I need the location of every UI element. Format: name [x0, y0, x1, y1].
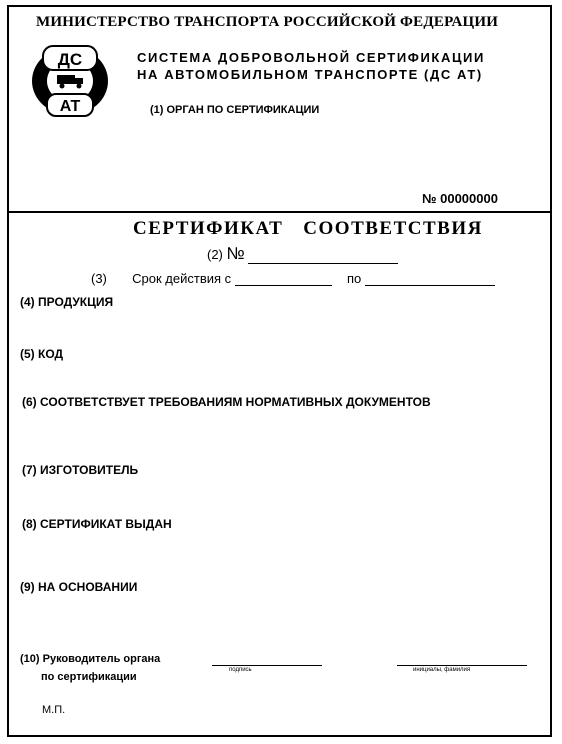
certificate-number-row: [207, 244, 398, 264]
field-issued-to: (8) СЕРТИФИКАТ ВЫДАН: [22, 517, 172, 531]
signature-caption: подпись: [229, 667, 252, 673]
signature-line[interactable]: [212, 665, 322, 666]
certificate-number-line[interactable]: [248, 249, 398, 264]
certificate-number-label: (2): [207, 247, 223, 262]
header-divider: [7, 211, 552, 213]
certification-body-label: (1) ОРГАН ПО СЕРТИФИКАЦИИ: [150, 104, 320, 116]
certificate-title-word2: СООТВЕТСТВИЯ: [303, 218, 483, 239]
number-sign: №: [226, 244, 245, 263]
system-title-line2: НА АВТОМОБИЛЬНОМ ТРАНСПОРТЕ (ДС АТ): [137, 67, 483, 82]
logo-at-text: АТ: [59, 98, 81, 115]
ministry-title: МИНИСТЕРСТВО ТРАНСПОРТА РОССИЙСКОЙ ФЕДЕРАЦИИ: [36, 14, 499, 30]
certificate-title-word1: СЕРТИФИКАТ: [133, 218, 284, 239]
name-line[interactable]: [397, 665, 527, 666]
certificate-title: [133, 218, 483, 240]
name-caption: инициалы, фамилия: [413, 667, 471, 673]
field-conformity: (6) СООТВЕТСТВУЕТ ТРЕБОВАНИЯМ НОРМАТИВНЫХ ДОКУМЕНТОВ: [22, 395, 431, 409]
field-basis: (9) НА ОСНОВАНИИ: [20, 580, 138, 594]
stamp-place: М.П.: [42, 704, 66, 716]
form-number: № 00000000: [422, 191, 498, 206]
system-title-line1: СИСТЕМА ДОБРОВОЛЬНОЙ СЕРТИФИКАЦИИ: [137, 50, 485, 65]
ds-at-logo: [29, 44, 111, 118]
field-manufacturer: (7) ИЗГОТОВИТЕЛЬ: [22, 463, 139, 477]
validity-period-row: [91, 271, 495, 286]
field-code: (5) КОД: [20, 347, 64, 361]
validity-from-line[interactable]: [235, 271, 332, 286]
head-of-body-label-line2: по сертификации: [41, 671, 137, 683]
validity-to-label: по: [347, 271, 362, 286]
validity-number: (3): [91, 271, 107, 286]
field-product: (4) ПРОДУКЦИЯ: [20, 295, 114, 309]
head-of-body-label: (10) Руководитель органа: [20, 653, 161, 665]
validity-to-line[interactable]: [365, 271, 495, 286]
logo-ds-text: ДС: [57, 50, 83, 69]
validity-from-label: Срок действия с: [132, 271, 232, 286]
